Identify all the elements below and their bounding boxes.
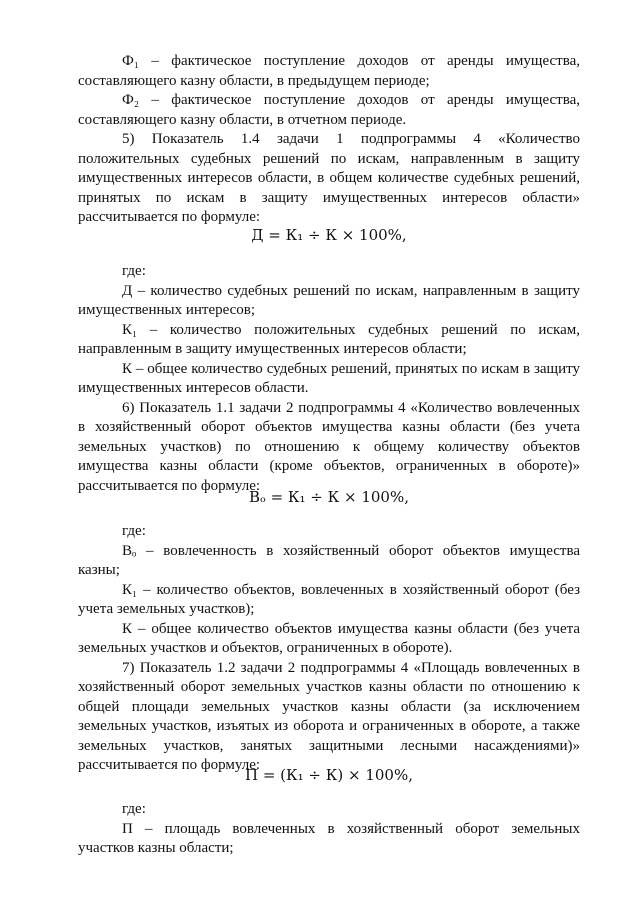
where-label: где: (122, 523, 146, 539)
formula-p: П = (К₁ ÷ К) × 100%, (245, 766, 413, 784)
text-block-1 (78, 52, 580, 228)
paragraph-k-definition: К – общее количество судебных решений, принятых по искам в защиту имущественных интересов области. (78, 360, 580, 396)
text-block-2 (78, 262, 580, 496)
paragraph-p-definition: П – площадь вовлеченных в хозяйственный оборот земельных участков казны области; (78, 820, 580, 856)
where-label: где: (122, 801, 146, 817)
where-label: где: (122, 263, 146, 279)
paragraph-indicator-1-4: 5) Показатель 1.4 задачи 1 подпрограммы 4 «Количество положительных судебных решений по искам, направленным в защиту имущественных интересов области, в общем количестве судебных решений, принятых по искам в защиту имущественных интересов области» рассчитывается по формуле: (78, 131, 580, 225)
paragraph-k-objects-definition: К – общее количество объектов имущества казны области (без учета земельных участков и объектов, ограниченных в обороте). (78, 620, 580, 656)
paragraph-f2-definition: Ф₂ – фактическое поступление доходов от аренды имущества, составляющего казну области, в отчетном периоде. (78, 92, 580, 128)
formula-d: Д = К₁ ÷ К × 100%, (251, 226, 407, 244)
text-block-4 (78, 800, 580, 859)
paragraph-f1-definition: Ф₁ – фактическое поступление доходов от аренды имущества, составляющего казну области, в предыдущем периоде; (78, 53, 580, 89)
paragraph-d-definition: Д – количество судебных решений по искам, направленным в защиту имущественных интересов; (78, 282, 580, 318)
text-block-3 (78, 522, 580, 776)
formula-vo: Вₒ = К₁ ÷ К × 100%, (249, 488, 409, 506)
paragraph-indicator-1-1: 6) Показатель 1.1 задачи 2 подпрограммы 4 «Количество вовлеченных в хозяйственный оборот объектов имущества казны области (без учета земельных участков) по отношению к общему количеству объектов имущества казны области (кроме объектов, ограниченных в обороте)» рассчитывается по формуле: (78, 399, 580, 494)
paragraph-vo-definition: Вₒ – вовлеченность в хозяйственный оборот объектов имущества казны; (78, 542, 580, 578)
paragraph-indicator-1-2: 7) Показатель 1.2 задачи 2 подпрограммы 4 «Площадь вовлеченных в хозяйственный оборот земельных участков казны области по отношению к общей площади земельных участков казны области (за исключением земельных участков, изъятых из оборота и ограниченных в обороте, а также земельных участков, занятых защитными лесными насаждениями)» рассчитывается по формуле: (78, 659, 580, 773)
paragraph-k1-definition: К₁ – количество положительных судебных решений по искам, направленным в защиту имущественных интересов области; (78, 321, 580, 357)
paragraph-k1-objects-definition: К₁ – количество объектов, вовлеченных в хозяйственный оборот (без учета земельных участков); (78, 581, 580, 617)
